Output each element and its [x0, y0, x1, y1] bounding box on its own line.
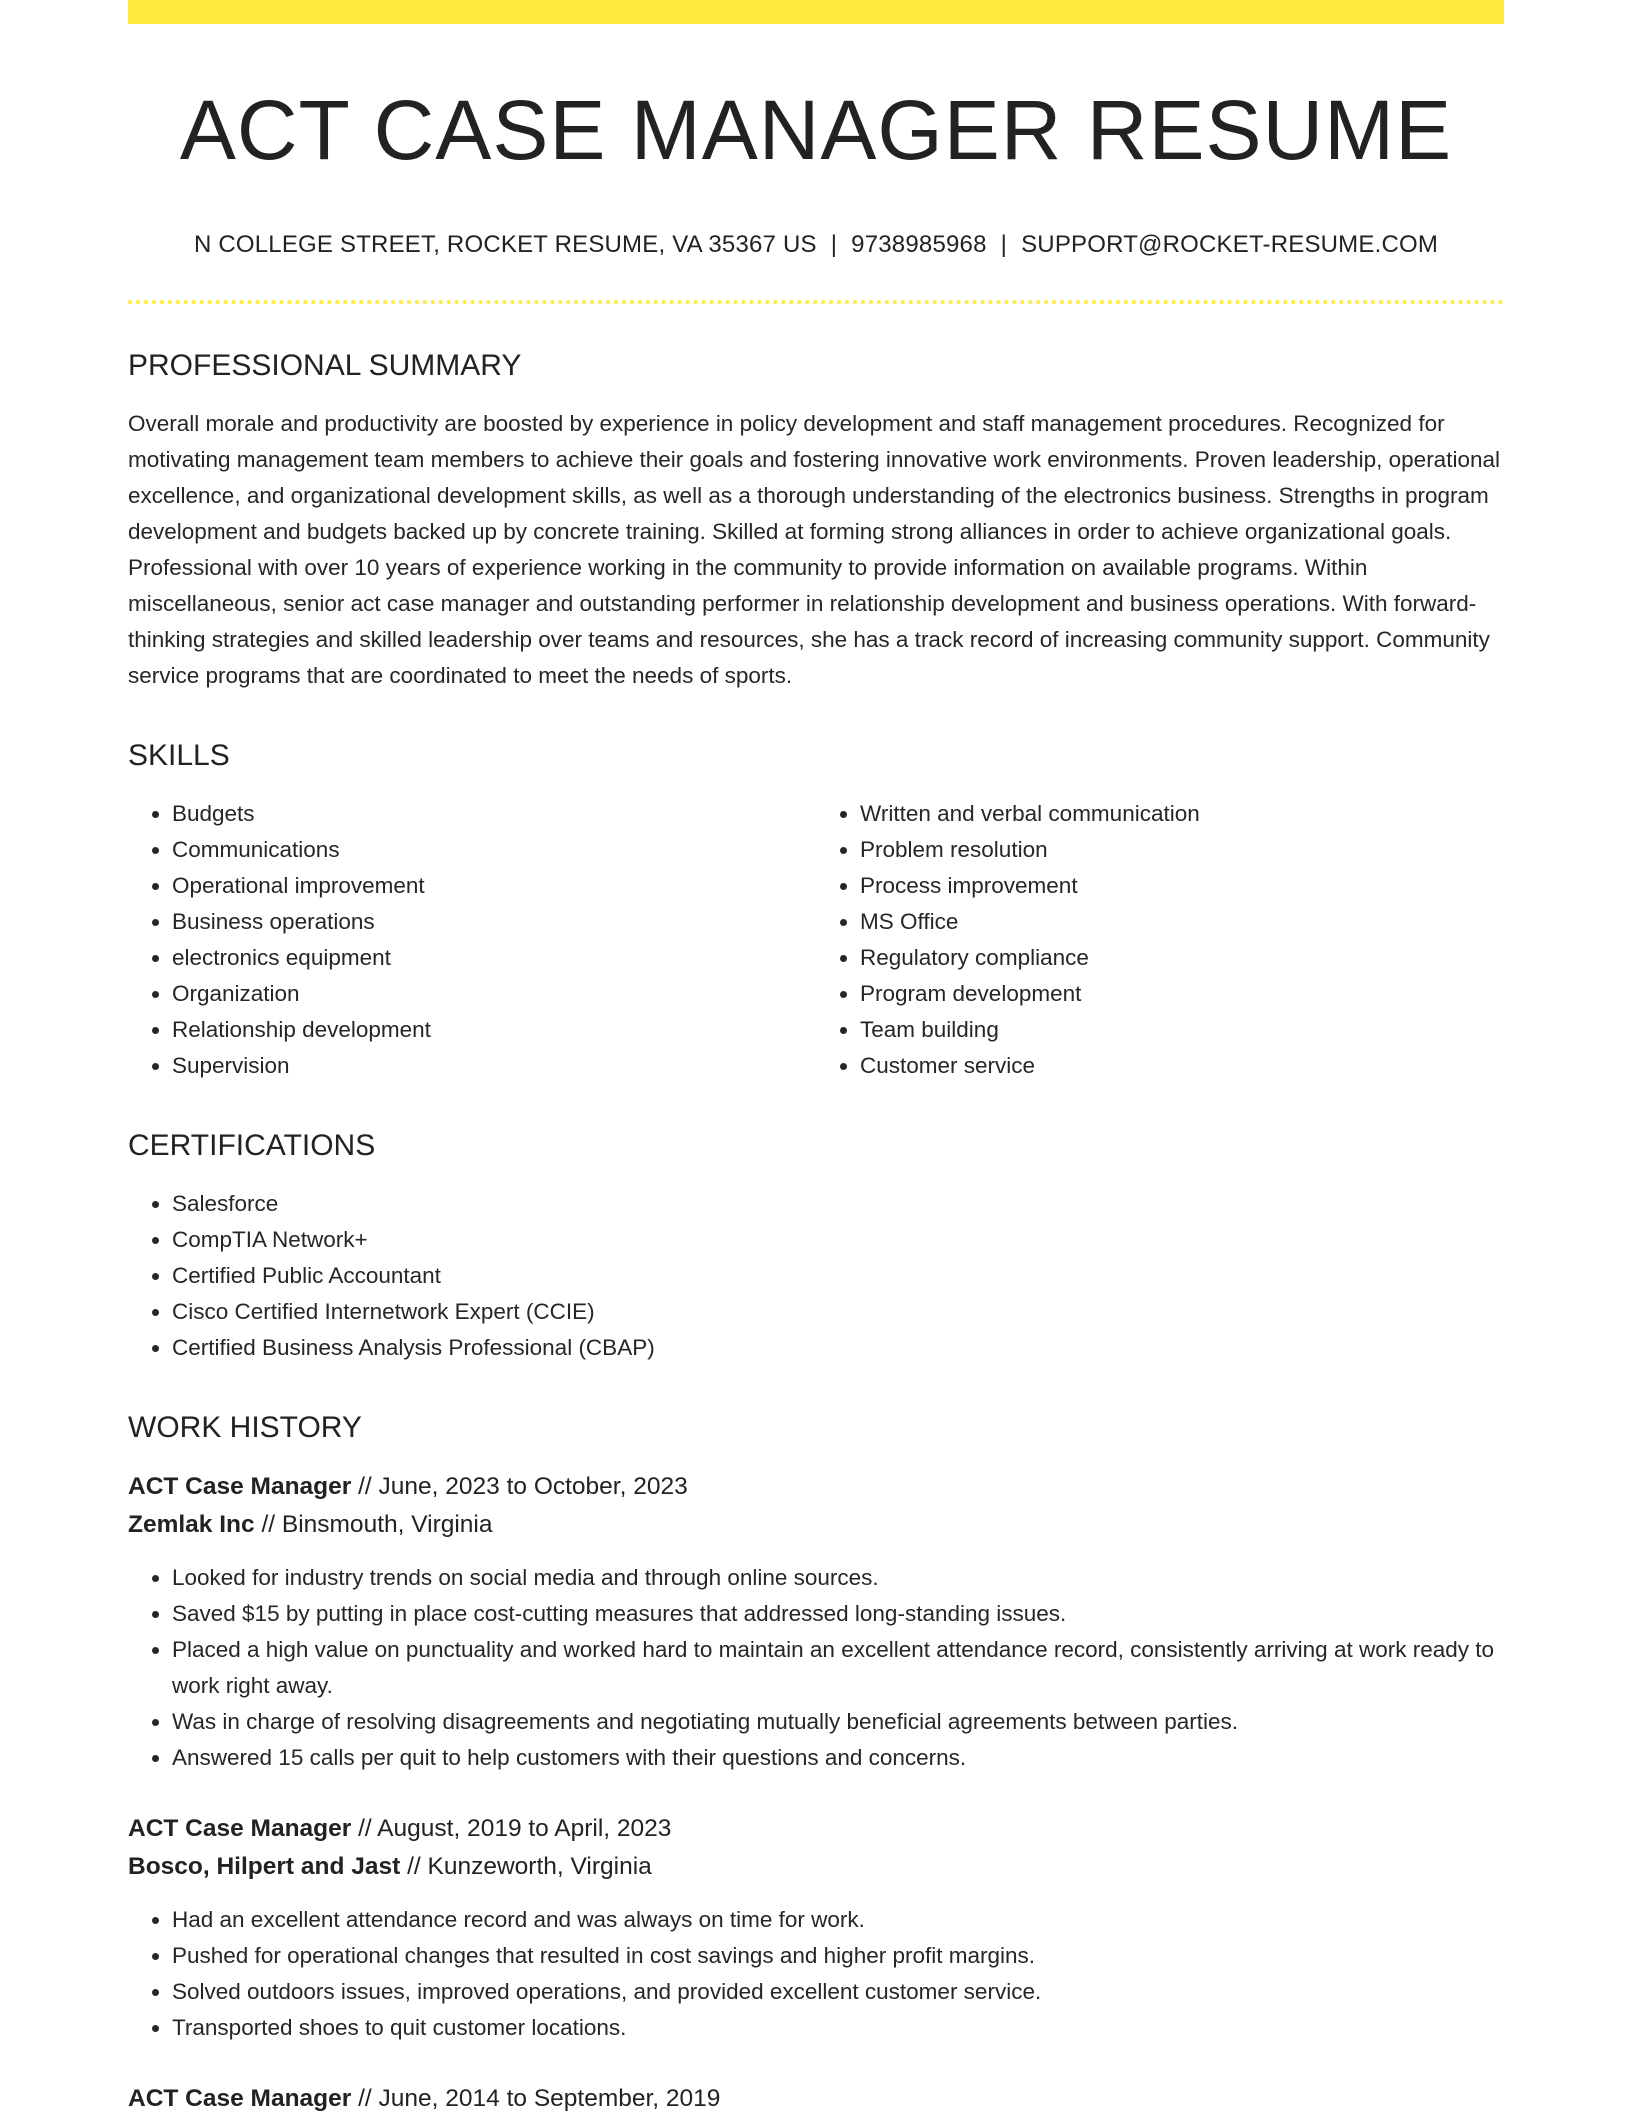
job-role-line — [128, 1810, 1504, 1848]
skills-list-left — [128, 796, 816, 1084]
resume-title: ACT CASE MANAGER RESUME — [179, 83, 1453, 177]
job-entry — [128, 2080, 1504, 2118]
certifications-list — [128, 1186, 1504, 1366]
job-company: Bosco, Hilpert and Jast — [128, 1853, 401, 1880]
certification-item: • Cisco Certified Internetwork Expert (CCIE) — [172, 1294, 1504, 1330]
job-dates: // June, 2014 to September, 2019 — [351, 2085, 721, 2112]
contact-phone: 9738985968 — [851, 231, 987, 258]
skill-item: • Supervision — [172, 1048, 816, 1084]
contact-separator: | — [830, 231, 838, 258]
job-duty: • Transported shoes to quit customer locations. — [172, 2010, 1504, 2046]
skill-item: • Organization — [172, 976, 816, 1012]
job-role-line — [128, 1468, 1504, 1506]
skill-item: • Relationship development — [172, 1012, 816, 1048]
job-duties-list — [128, 1902, 1504, 2046]
resume-page — [128, 0, 1504, 2118]
job-duty: • Looked for industry trends on social media and through online sources. — [172, 1560, 1504, 1596]
skill-item: • Written and verbal communication — [860, 796, 1504, 832]
job-duties-list — [128, 1560, 1504, 1776]
skills-list-right — [816, 796, 1504, 1084]
job-entry — [128, 1468, 1504, 1776]
summary-heading: PROFESSIONAL SUMMARY — [128, 349, 522, 382]
job-duty: • Saved $15 by putting in place cost-cutting measures that addressed long-standing issues. — [172, 1596, 1504, 1632]
skill-item: • Regulatory compliance — [860, 940, 1504, 976]
skill-item: • MS Office — [860, 904, 1504, 940]
job-dates: // June, 2023 to October, 2023 — [351, 1473, 688, 1500]
contact-email[interactable]: SUPPORT@ROCKET-RESUME.COM — [1021, 231, 1439, 258]
job-role: ACT Case Manager — [128, 2085, 352, 2112]
contact-separator: | — [1000, 231, 1008, 258]
skill-item: • Problem resolution — [860, 832, 1504, 868]
job-company-line — [128, 1506, 1504, 1544]
job-duty: • Answered 15 calls per quit to help customers with their questions and concerns. — [172, 1740, 1504, 1776]
skill-item: • Budgets — [172, 796, 816, 832]
job-duty: • Placed a high value on punctuality and worked hard to maintain an excellent attendance record, consistently arriving at work ready to work right away. — [172, 1632, 1504, 1704]
job-dates: // August, 2019 to April, 2023 — [351, 1815, 672, 1842]
skills-columns — [128, 796, 1504, 1084]
skill-item: • electronics equipment — [172, 940, 816, 976]
job-duty: • Was in charge of resolving disagreements and negotiating mutually beneficial agreements between parties. — [172, 1704, 1504, 1740]
skills-heading: SKILLS — [128, 739, 230, 772]
job-company: Zemlak Inc — [128, 1511, 255, 1538]
skill-item: • Business operations — [172, 904, 816, 940]
job-location: // Kunzeworth, Virginia — [400, 1853, 652, 1880]
certification-item: • Certified Business Analysis Professional (CBAP) — [172, 1330, 1504, 1366]
contact-address: N COLLEGE STREET, ROCKET RESUME, VA 35367 US — [193, 231, 817, 258]
dotted-divider — [128, 300, 1504, 304]
certification-item: • CompTIA Network+ — [172, 1222, 1504, 1258]
job-company-line — [128, 1848, 1504, 1886]
certification-item: • Certified Public Accountant — [172, 1258, 1504, 1294]
skill-item: • Program development — [860, 976, 1504, 1012]
skill-item: • Communications — [172, 832, 816, 868]
skill-item: • Customer service — [860, 1048, 1504, 1084]
skill-item: • Operational improvement — [172, 868, 816, 904]
job-duty: • Had an excellent attendance record and was always on time for work. — [172, 1902, 1504, 1938]
job-location: // Binsmouth, Virginia — [254, 1511, 493, 1538]
certification-item: • Salesforce — [172, 1186, 1504, 1222]
job-role: ACT Case Manager — [128, 1473, 352, 1500]
summary-text: Overall morale and productivity are boosted by experience in policy development and staff management procedures. Recognized for motivating management team members to achieve their goals and fostering innovative work environments. Proven leadership, operational excellence, and organizational development skills, as well as a thorough understanding of the electronics business. Strengths in program development and budgets backed up by concrete training. Skilled at forming strong alliances in order to achieve organizational goals. Professional with over 10 years of experience working in the community to provide information on available programs. Within miscellaneous, senior act case manager and outstanding performer in relationship development and business operations. With forward-thinking strategies and skilled leadership over teams and resources, she has a track record of increasing community support. Community service programs that are coordinated to meet the needs of sports. — [128, 411, 1500, 688]
certifications-heading: CERTIFICATIONS — [128, 1129, 376, 1162]
job-role-line — [128, 2080, 1504, 2118]
work-history-heading: WORK HISTORY — [128, 1411, 362, 1444]
top-accent-bar — [128, 0, 1504, 24]
job-role: ACT Case Manager — [128, 1815, 352, 1842]
job-entry — [128, 1810, 1504, 2046]
skill-item: • Process improvement — [860, 868, 1504, 904]
job-duty: • Solved outdoors issues, improved operations, and provided excellent customer service. — [172, 1974, 1504, 2010]
skill-item: • Team building — [860, 1012, 1504, 1048]
contact-line — [128, 230, 1504, 260]
job-duty: • Pushed for operational changes that resulted in cost savings and higher profit margins. — [172, 1938, 1504, 1974]
